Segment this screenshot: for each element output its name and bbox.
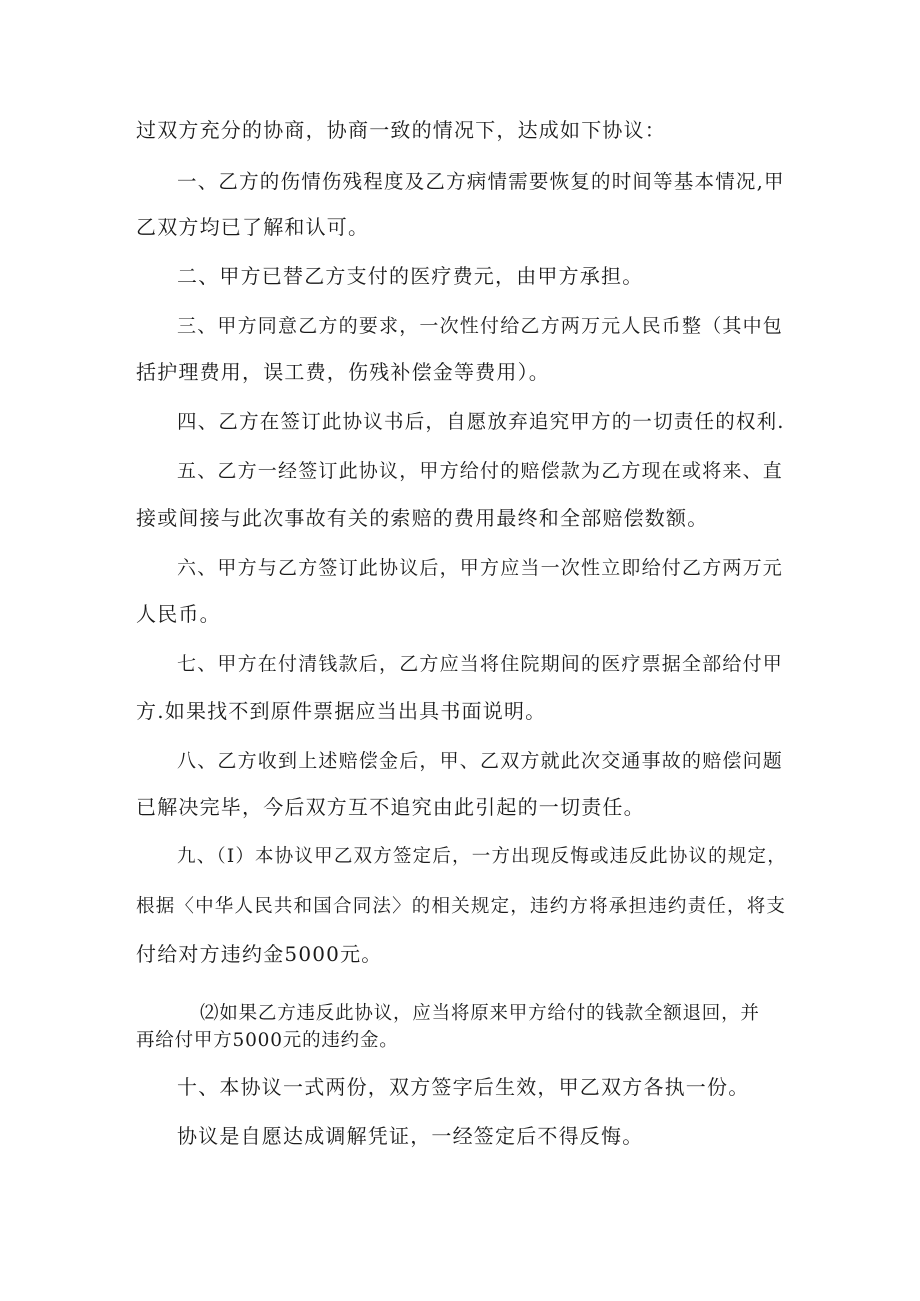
clause-8-line-2: 已解决完毕，今后双方互不追究由此引起的一切责任。	[136, 795, 645, 819]
clause-1-line-2: 乙双方均已了解和认可。	[136, 215, 370, 239]
clause-8-line-1: 八、乙方收到上述赔偿金后，甲、乙双方就此次交通事故的赔偿问题	[177, 750, 784, 772]
clause-9-line-1: 九、（I）本协议甲乙双方签定后，一方出现反悔或违反此协议的规定，	[177, 846, 787, 867]
clause-9-sub-2-line-1: ⑵如果乙方违反此协议，应当将原来甲方给付的钱款全额退回，并	[200, 1003, 760, 1024]
clause-7-line-1: 七、甲方在付清钱款后，乙方应当将住院期间的医疗票据全部给付甲	[177, 653, 784, 675]
clause-9-sub-2-line-2: 再给付甲方5000元的违约金。	[136, 1030, 399, 1051]
clause-9-line-3: 付给对方违约金5000元。	[136, 942, 383, 966]
clause-3-line-1: 三、甲方同意乙方的要求，一次性付给乙方两万元人民币整（其中包	[177, 315, 784, 337]
clause-6-line-2: 人民币。	[136, 602, 221, 626]
clause-3-line-2: 括护理费用，误工费，伤残补偿金等费用）。	[136, 360, 550, 384]
clause-5-line-1: 五、乙方一经签订此协议，甲方给付的赔偿款为乙方现在或将来、直	[177, 460, 784, 482]
clause-9-line-2: 根据〈中华人民共和国合同法〉的相关规定，违约方将承担违约责任，将支	[136, 896, 787, 917]
closing-statement: 协议是自愿达成调解凭证，一经签定后不得反悔。	[177, 1124, 644, 1148]
clause-6-line-1: 六、甲方与乙方签订此协议后，甲方应当一次性立即给付乙方两万元	[177, 557, 784, 579]
clause-1-line-1: 一、乙方的伤情伤残程度及乙方病情需要恢复的时间等基本情况,甲	[177, 170, 785, 193]
clause-5-line-2: 接或间接与此次事故有关的索赔的费用最终和全部赔偿数额。	[136, 506, 709, 530]
text-line-1: 过双方充分的协商，协商一致的情况下，达成如下协议：	[136, 118, 666, 142]
clause-7-line-2: 方.如果找不到原件票据应当出具书面说明。	[136, 699, 547, 723]
clause-10: 十、本协议一式两份，双方签字后生效，甲乙双方各执一份。	[177, 1075, 750, 1099]
clause-4: 四、乙方在签订此协议书后，自愿放弃追究甲方的一切责任的权利.	[177, 410, 785, 433]
clause-2: 二、甲方已替乙方支付的医疗费元，由甲方承担。	[177, 264, 644, 288]
